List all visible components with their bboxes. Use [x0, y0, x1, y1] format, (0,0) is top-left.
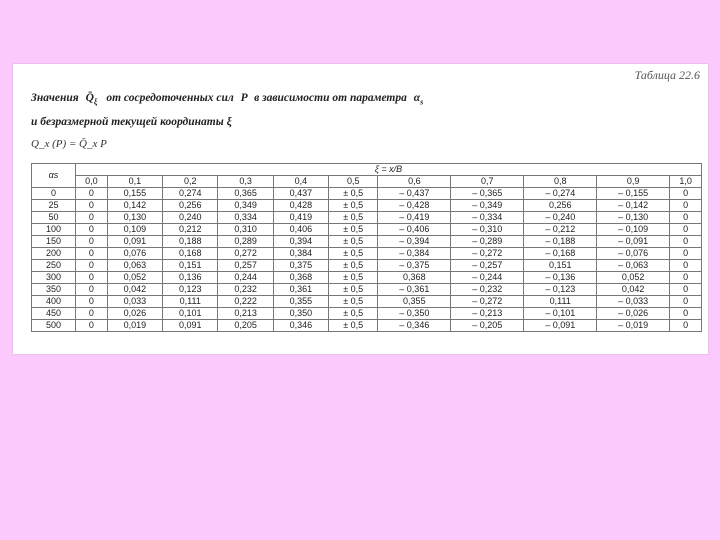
- value-cell: – 0,130: [597, 212, 670, 224]
- value-cell: 0,274: [163, 188, 218, 200]
- xi-header-cell: 0,7: [451, 176, 524, 188]
- value-cell: – 0,168: [524, 248, 597, 260]
- value-cell: – 0,026: [597, 308, 670, 320]
- value-cell: – 0,257: [451, 260, 524, 272]
- value-cell: 0,188: [163, 236, 218, 248]
- value-cell: 0,155: [107, 188, 162, 200]
- table-row: [32, 212, 702, 224]
- value-cell: 0,355: [378, 296, 451, 308]
- value-cell: 0,205: [218, 320, 273, 332]
- value-cell: 0,123: [163, 284, 218, 296]
- value-cell: 0: [76, 284, 108, 296]
- value-cell: 0,419: [273, 212, 328, 224]
- table-row: [32, 188, 702, 200]
- alpha-cell: 400: [32, 296, 76, 308]
- value-cell: – 0,091: [597, 236, 670, 248]
- alpha-cell: 500: [32, 320, 76, 332]
- table-row: [32, 248, 702, 260]
- value-cell: – 0,272: [451, 296, 524, 308]
- value-cell: 0,136: [163, 272, 218, 284]
- caption-symbol-alpha: $\alpha_s$: [413, 92, 424, 107]
- value-cell: – 0,428: [378, 200, 451, 212]
- value-cell: – 0,101: [524, 308, 597, 320]
- value-cell: 0,052: [597, 272, 670, 284]
- value-cell: ± 0,5: [329, 284, 378, 296]
- value-cell: 0: [670, 308, 702, 320]
- caption-text-forces: от сосредоточенных сил: [106, 92, 234, 104]
- alpha-cell: 0: [32, 188, 76, 200]
- value-cell: – 0,091: [524, 320, 597, 332]
- table-body: [32, 188, 702, 332]
- value-cell: 0,111: [524, 296, 597, 308]
- value-cell: 0,063: [107, 260, 162, 272]
- corner-header: αs: [32, 164, 76, 188]
- value-cell: 0,213: [218, 308, 273, 320]
- value-cell: – 0,109: [597, 224, 670, 236]
- value-cell: – 0,142: [597, 200, 670, 212]
- value-cell: 0: [670, 320, 702, 332]
- value-cell: – 0,365: [451, 188, 524, 200]
- value-cell: 0,212: [163, 224, 218, 236]
- value-cell: – 0,437: [378, 188, 451, 200]
- table-row: [32, 236, 702, 248]
- value-cell: 0: [76, 320, 108, 332]
- value-cell: 0,033: [107, 296, 162, 308]
- value-cell: 0: [76, 308, 108, 320]
- xi-header-cell: 1,0: [670, 176, 702, 188]
- caption-text-param: в зависимости от параметра: [254, 92, 407, 104]
- table-row: [32, 200, 702, 212]
- value-cell: 0: [670, 284, 702, 296]
- value-cell: 0: [670, 188, 702, 200]
- value-cell: – 0,063: [597, 260, 670, 272]
- value-cell: ± 0,5: [329, 212, 378, 224]
- value-cell: – 0,289: [451, 236, 524, 248]
- value-cell: 0,365: [218, 188, 273, 200]
- value-cell: 0,130: [107, 212, 162, 224]
- value-cell: 0: [76, 260, 108, 272]
- value-cell: ± 0,5: [329, 188, 378, 200]
- value-cell: – 0,123: [524, 284, 597, 296]
- value-cell: ± 0,5: [329, 248, 378, 260]
- value-cell: 0: [670, 224, 702, 236]
- xi-header-cell: 0,2: [163, 176, 218, 188]
- table-row: [32, 308, 702, 320]
- alpha-cell: 300: [32, 272, 76, 284]
- xi-header-cell: 0,0: [76, 176, 108, 188]
- value-cell: 0,406: [273, 224, 328, 236]
- value-cell: – 0,033: [597, 296, 670, 308]
- value-cell: ± 0,5: [329, 200, 378, 212]
- value-cell: 0,240: [163, 212, 218, 224]
- table-caption: [31, 88, 423, 132]
- value-cell: 0,310: [218, 224, 273, 236]
- value-cell: 0,350: [273, 308, 328, 320]
- value-cell: – 0,240: [524, 212, 597, 224]
- value-cell: 0: [76, 200, 108, 212]
- value-cell: 0,349: [218, 200, 273, 212]
- value-cell: ± 0,5: [329, 320, 378, 332]
- value-cell: 0: [76, 272, 108, 284]
- value-cell: 0,394: [273, 236, 328, 248]
- value-cell: – 0,334: [451, 212, 524, 224]
- value-cell: – 0,310: [451, 224, 524, 236]
- caption-symbol-q: $Q̄_\xi$: [85, 92, 98, 107]
- value-cell: – 0,136: [524, 272, 597, 284]
- value-cell: 0,111: [163, 296, 218, 308]
- value-cell: 0,168: [163, 248, 218, 260]
- caption-line-1: [31, 88, 423, 112]
- value-cell: 0,355: [273, 296, 328, 308]
- formula: Q_x (P) = Q̄_x P: [31, 138, 107, 150]
- value-cell: 0: [76, 188, 108, 200]
- value-cell: 0,042: [597, 284, 670, 296]
- value-cell: – 0,212: [524, 224, 597, 236]
- value-cell: – 0,155: [597, 188, 670, 200]
- value-cell: – 0,274: [524, 188, 597, 200]
- value-cell: – 0,375: [378, 260, 451, 272]
- value-cell: 0,289: [218, 236, 273, 248]
- value-cell: 0,232: [218, 284, 273, 296]
- value-cell: 0: [670, 296, 702, 308]
- table-row: [32, 224, 702, 236]
- value-cell: 0,437: [273, 188, 328, 200]
- value-cell: 0,244: [218, 272, 273, 284]
- value-cell: – 0,406: [378, 224, 451, 236]
- value-cell: 0,151: [524, 260, 597, 272]
- value-cell: 0,368: [378, 272, 451, 284]
- value-cell: – 0,232: [451, 284, 524, 296]
- xi-header-cell: 0,6: [378, 176, 451, 188]
- value-cell: 0,076: [107, 248, 162, 260]
- value-cell: 0,361: [273, 284, 328, 296]
- xi-header-cell: 0,9: [597, 176, 670, 188]
- value-cell: ± 0,5: [329, 272, 378, 284]
- table-row: [32, 284, 702, 296]
- xi-header-cell: 0,8: [524, 176, 597, 188]
- alpha-cell: 150: [32, 236, 76, 248]
- header-row-xi: [32, 176, 702, 188]
- value-cell: – 0,244: [451, 272, 524, 284]
- value-cell: 0,256: [163, 200, 218, 212]
- header-row-group: [32, 164, 702, 176]
- table-number: Таблица 22.6: [634, 68, 700, 82]
- value-cell: ± 0,5: [329, 260, 378, 272]
- value-cell: – 0,349: [451, 200, 524, 212]
- value-cell: 0,428: [273, 200, 328, 212]
- table-row: [32, 320, 702, 332]
- value-cell: – 0,394: [378, 236, 451, 248]
- value-cell: 0,019: [107, 320, 162, 332]
- value-cell: 0,256: [524, 200, 597, 212]
- caption-word-values: Значения: [31, 92, 79, 104]
- value-cell: – 0,419: [378, 212, 451, 224]
- value-cell: 0: [76, 248, 108, 260]
- value-cell: ± 0,5: [329, 224, 378, 236]
- value-cell: 0,042: [107, 284, 162, 296]
- value-cell: ± 0,5: [329, 308, 378, 320]
- data-table: [31, 163, 702, 332]
- value-cell: – 0,019: [597, 320, 670, 332]
- value-cell: 0,368: [273, 272, 328, 284]
- alpha-cell: 350: [32, 284, 76, 296]
- caption-symbol-p: P: [240, 92, 248, 104]
- value-cell: – 0,188: [524, 236, 597, 248]
- value-cell: – 0,213: [451, 308, 524, 320]
- value-cell: 0: [76, 212, 108, 224]
- value-cell: 0,375: [273, 260, 328, 272]
- value-cell: 0: [76, 296, 108, 308]
- value-cell: – 0,272: [451, 248, 524, 260]
- value-cell: 0,222: [218, 296, 273, 308]
- xi-header-cell: 0,4: [273, 176, 328, 188]
- value-cell: – 0,384: [378, 248, 451, 260]
- alpha-cell: 50: [32, 212, 76, 224]
- value-cell: 0: [670, 200, 702, 212]
- value-cell: 0,101: [163, 308, 218, 320]
- value-cell: – 0,346: [378, 320, 451, 332]
- value-cell: 0,142: [107, 200, 162, 212]
- xi-group-header: ξ = x/B: [76, 164, 702, 176]
- value-cell: 0,109: [107, 224, 162, 236]
- xi-header-cell: 0,5: [329, 176, 378, 188]
- value-cell: ± 0,5: [329, 236, 378, 248]
- value-cell: 0: [670, 212, 702, 224]
- alpha-cell: 250: [32, 260, 76, 272]
- value-cell: 0,091: [107, 236, 162, 248]
- alpha-cell: 200: [32, 248, 76, 260]
- value-cell: 0: [76, 236, 108, 248]
- value-cell: 0: [670, 248, 702, 260]
- value-cell: 0: [76, 224, 108, 236]
- value-cell: 0,052: [107, 272, 162, 284]
- table-row: [32, 272, 702, 284]
- alpha-cell: 450: [32, 308, 76, 320]
- table-row: [32, 296, 702, 308]
- value-cell: 0,026: [107, 308, 162, 320]
- value-cell: 0,257: [218, 260, 273, 272]
- value-cell: 0,346: [273, 320, 328, 332]
- value-cell: ± 0,5: [329, 296, 378, 308]
- value-cell: 0: [670, 260, 702, 272]
- document-page: [13, 64, 708, 354]
- value-cell: 0,151: [163, 260, 218, 272]
- value-cell: – 0,361: [378, 284, 451, 296]
- value-cell: 0,384: [273, 248, 328, 260]
- value-cell: 0: [670, 272, 702, 284]
- alpha-cell: 25: [32, 200, 76, 212]
- caption-line-2: и безразмерной текущей координаты ξ: [31, 116, 232, 129]
- xi-header-cell: 0,1: [107, 176, 162, 188]
- value-cell: – 0,076: [597, 248, 670, 260]
- value-cell: – 0,350: [378, 308, 451, 320]
- value-cell: 0,091: [163, 320, 218, 332]
- value-cell: 0,334: [218, 212, 273, 224]
- value-cell: 0,272: [218, 248, 273, 260]
- alpha-cell: 100: [32, 224, 76, 236]
- value-cell: – 0,205: [451, 320, 524, 332]
- xi-header-cell: 0,3: [218, 176, 273, 188]
- table-row: [32, 260, 702, 272]
- value-cell: 0: [670, 236, 702, 248]
